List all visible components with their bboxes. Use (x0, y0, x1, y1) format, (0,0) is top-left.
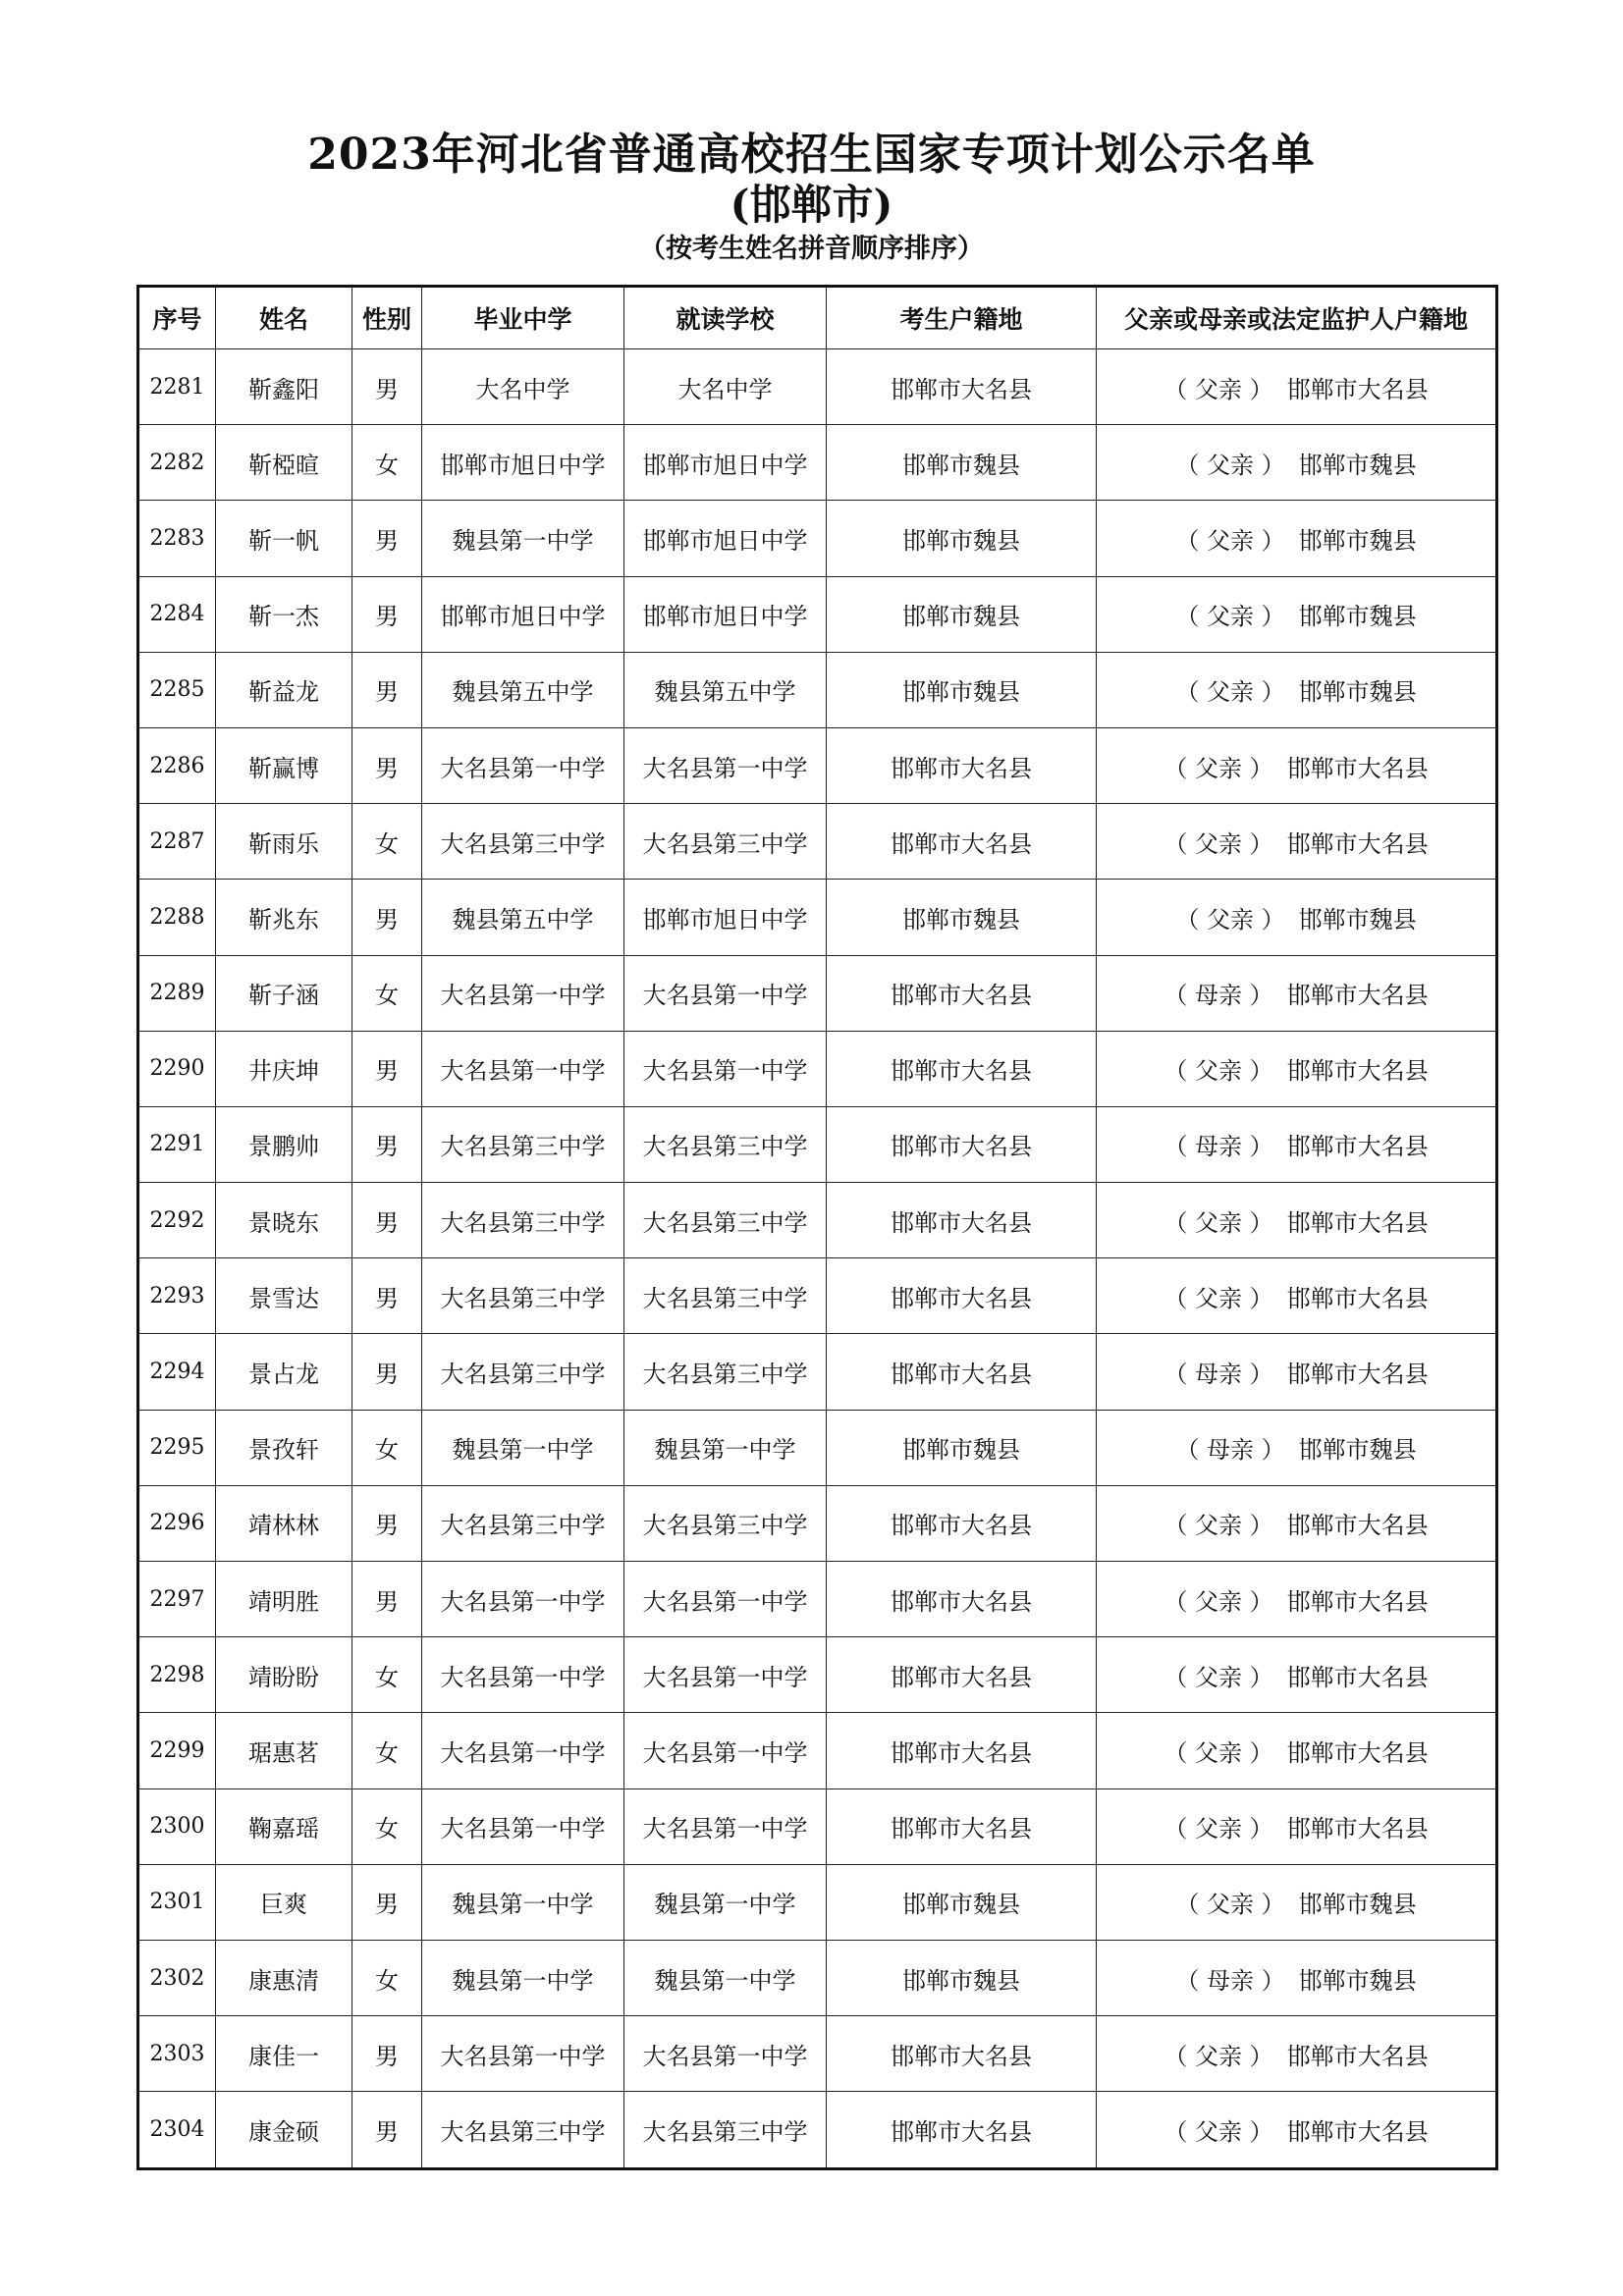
cell-current-school: 大名县第三中学 (624, 2092, 827, 2168)
table-row (138, 1485, 1497, 1561)
cell-seq: 2294 (138, 1334, 216, 1410)
guardian-place: 邯郸市大名县 (1286, 375, 1429, 403)
cell-current-school: 邯郸市旭日中学 (624, 576, 827, 652)
guardian-place: 邯郸市大名县 (1286, 754, 1429, 782)
cell-hukou: 邯郸市大名县 (827, 727, 1097, 803)
cell-seq: 2304 (138, 2092, 216, 2168)
cell-guardian-hukou (1097, 1183, 1497, 1258)
cell-gender: 女 (352, 1940, 422, 2015)
cell-gender: 女 (352, 1789, 422, 1864)
table-row (138, 1562, 1497, 1637)
cell-guardian-hukou (1097, 2092, 1497, 2168)
cell-seq: 2291 (138, 1106, 216, 1182)
cell-grad-school: 邯郸市旭日中学 (422, 576, 624, 652)
cell-guardian-hukou (1097, 1940, 1497, 2015)
cell-guardian-hukou (1097, 576, 1497, 652)
cell-current-school: 魏县第一中学 (624, 1940, 827, 2015)
cell-guardian-hukou (1097, 1713, 1497, 1789)
cell-grad-school: 魏县第一中学 (422, 1864, 624, 1940)
cell-current-school: 大名县第一中学 (624, 1031, 827, 1106)
cell-name: 康惠清 (216, 1940, 352, 2015)
cell-grad-school: 大名县第一中学 (422, 1637, 624, 1713)
cell-gender: 男 (352, 501, 422, 576)
cell-hukou: 邯郸市大名县 (827, 804, 1097, 880)
cell-gender: 男 (352, 1106, 422, 1182)
guardian-place: 邯郸市魏县 (1298, 603, 1417, 631)
cell-grad-school: 魏县第一中学 (422, 1940, 624, 2015)
guardian-place: 邯郸市大名县 (1286, 1057, 1429, 1086)
cell-hukou: 邯郸市魏县 (827, 1410, 1097, 1485)
cell-current-school: 大名县第一中学 (624, 1789, 827, 1864)
cell-seq: 2290 (138, 1031, 216, 1106)
cell-name: 琚惠茗 (216, 1713, 352, 1789)
cell-hukou: 邯郸市大名县 (827, 1637, 1097, 1713)
cell-hukou: 邯郸市魏县 (827, 501, 1097, 576)
column-header-guardian-hukou: 父亲或母亲或法定监护人户籍地 (1097, 287, 1497, 349)
table-row (138, 576, 1497, 652)
cell-hukou: 邯郸市大名县 (827, 349, 1097, 425)
guardian-place: 邯郸市大名县 (1286, 1208, 1429, 1237)
guardian-relation: （ 父亲 ） (1163, 1512, 1273, 1540)
table-row (138, 1031, 1497, 1106)
cell-hukou: 邯郸市大名县 (827, 1713, 1097, 1789)
cell-gender: 男 (352, 1183, 422, 1258)
table-row (138, 425, 1497, 501)
cell-grad-school: 大名县第三中学 (422, 1485, 624, 1561)
cell-seq: 2287 (138, 804, 216, 880)
cell-current-school: 大名县第三中学 (624, 1334, 827, 1410)
cell-name: 靖明胜 (216, 1562, 352, 1637)
cell-seq: 2282 (138, 425, 216, 501)
cell-hukou: 邯郸市魏县 (827, 1864, 1097, 1940)
table-row (138, 1106, 1497, 1182)
guardian-place: 邯郸市大名县 (1286, 1815, 1429, 1843)
cell-gender: 女 (352, 955, 422, 1031)
cell-grad-school: 大名县第三中学 (422, 1258, 624, 1334)
cell-gender: 男 (352, 1031, 422, 1106)
guardian-relation: （ 父亲 ） (1163, 375, 1273, 403)
cell-guardian-hukou (1097, 425, 1497, 501)
header-row (138, 287, 1497, 349)
cell-hukou: 邯郸市大名县 (827, 1258, 1097, 1334)
guardian-relation: （ 母亲 ） (1163, 1361, 1273, 1389)
cell-current-school: 大名县第一中学 (624, 955, 827, 1031)
table-row (138, 2016, 1497, 2092)
table-row (138, 1183, 1497, 1258)
cell-gender: 男 (352, 2016, 422, 2092)
cell-seq: 2293 (138, 1258, 216, 1334)
cell-guardian-hukou (1097, 1031, 1497, 1106)
cell-guardian-hukou (1097, 1637, 1497, 1713)
guardian-relation: （ 母亲 ） (1175, 1436, 1285, 1465)
cell-seq: 2286 (138, 727, 216, 803)
cell-seq: 2292 (138, 1183, 216, 1258)
cell-grad-school: 大名县第三中学 (422, 2092, 624, 2168)
cell-seq: 2299 (138, 1713, 216, 1789)
cell-name: 景雪达 (216, 1258, 352, 1334)
cell-guardian-hukou (1097, 1106, 1497, 1182)
cell-grad-school: 大名县第一中学 (422, 1713, 624, 1789)
cell-grad-school: 大名县第一中学 (422, 2016, 624, 2092)
guardian-relation: （ 父亲 ） (1163, 1284, 1273, 1312)
cell-gender: 男 (352, 2092, 422, 2168)
cell-name: 康佳一 (216, 2016, 352, 2092)
document-header (0, 130, 1623, 267)
cell-grad-school: 大名中学 (422, 349, 624, 425)
cell-hukou: 邯郸市大名县 (827, 2016, 1097, 2092)
guardian-place: 邯郸市大名县 (1286, 2117, 1429, 2146)
guardian-place: 邯郸市魏县 (1298, 678, 1417, 707)
column-header-grad-school: 毕业中学 (422, 287, 624, 349)
table-row (138, 1637, 1497, 1713)
guardian-place: 邯郸市大名县 (1286, 1361, 1429, 1389)
cell-hukou: 邯郸市魏县 (827, 652, 1097, 727)
cell-grad-school: 魏县第五中学 (422, 880, 624, 955)
column-header-seq: 序号 (138, 287, 216, 349)
column-header-current-school: 就读学校 (624, 287, 827, 349)
table-row (138, 652, 1497, 727)
guardian-place: 邯郸市魏县 (1298, 1891, 1417, 1919)
cell-current-school: 大名县第三中学 (624, 1258, 827, 1334)
cell-grad-school: 大名县第一中学 (422, 1031, 624, 1106)
cell-gender: 男 (352, 1258, 422, 1334)
guardian-place: 邯郸市魏县 (1298, 905, 1417, 934)
table-row (138, 2092, 1497, 2168)
cell-name: 巨爽 (216, 1864, 352, 1940)
guardian-relation: （ 父亲 ） (1175, 1891, 1285, 1919)
cell-current-school: 大名县第一中学 (624, 1713, 827, 1789)
cell-guardian-hukou (1097, 501, 1497, 576)
table-row (138, 1864, 1497, 1940)
cell-current-school: 大名县第三中学 (624, 1106, 827, 1182)
guardian-place: 邯郸市魏县 (1298, 1966, 1417, 1995)
cell-guardian-hukou (1097, 804, 1497, 880)
cell-seq: 2302 (138, 1940, 216, 2015)
guardian-place: 邯郸市大名县 (1286, 1587, 1429, 1616)
sort-note: （按考生姓名拼音顺序排序） (639, 234, 984, 264)
cell-current-school: 邯郸市旭日中学 (624, 501, 827, 576)
cell-gender: 男 (352, 1864, 422, 1940)
table-row (138, 1713, 1497, 1789)
guardian-relation: （ 父亲 ） (1175, 603, 1285, 631)
cell-current-school: 大名县第三中学 (624, 1485, 827, 1561)
cell-hukou: 邯郸市大名县 (827, 955, 1097, 1031)
cell-guardian-hukou (1097, 349, 1497, 425)
cell-name: 景孜轩 (216, 1410, 352, 1485)
cell-seq: 2297 (138, 1562, 216, 1637)
guardian-relation: （ 父亲 ） (1163, 1815, 1273, 1843)
guardian-relation: （ 母亲 ） (1163, 982, 1273, 1010)
cell-current-school: 邯郸市旭日中学 (624, 880, 827, 955)
cell-hukou: 邯郸市大名县 (827, 1562, 1097, 1637)
cell-seq: 2281 (138, 349, 216, 425)
guardian-relation: （ 父亲 ） (1163, 1738, 1273, 1767)
table-row (138, 1410, 1497, 1485)
cell-guardian-hukou (1097, 1562, 1497, 1637)
cell-guardian-hukou (1097, 1485, 1497, 1561)
guardian-place: 邯郸市大名县 (1286, 1738, 1429, 1767)
cell-current-school: 大名中学 (624, 349, 827, 425)
cell-name: 靳雨乐 (216, 804, 352, 880)
cell-name: 靳椏暄 (216, 425, 352, 501)
cell-name: 靳一杰 (216, 576, 352, 652)
cell-hukou: 邯郸市魏县 (827, 425, 1097, 501)
guardian-relation: （ 父亲 ） (1163, 1208, 1273, 1237)
cell-current-school: 大名县第一中学 (624, 727, 827, 803)
roster-body (138, 349, 1497, 2169)
cell-name: 靳一帆 (216, 501, 352, 576)
cell-current-school: 魏县第一中学 (624, 1410, 827, 1485)
guardian-relation: （ 父亲 ） (1163, 2042, 1273, 2070)
cell-name: 靳兆东 (216, 880, 352, 955)
cell-current-school: 邯郸市旭日中学 (624, 425, 827, 501)
cell-seq: 2283 (138, 501, 216, 576)
cell-grad-school: 邯郸市旭日中学 (422, 425, 624, 501)
cell-current-school: 大名县第一中学 (624, 1562, 827, 1637)
cell-hukou: 邯郸市大名县 (827, 1031, 1097, 1106)
cell-guardian-hukou (1097, 652, 1497, 727)
cell-grad-school: 大名县第三中学 (422, 804, 624, 880)
cell-hukou: 邯郸市大名县 (827, 2092, 1097, 2168)
cell-name: 鞠嘉瑶 (216, 1789, 352, 1864)
cell-name: 靳赢博 (216, 727, 352, 803)
cell-hukou: 邯郸市魏县 (827, 1940, 1097, 2015)
cell-current-school: 魏县第五中学 (624, 652, 827, 727)
guardian-place: 邯郸市大名县 (1286, 829, 1429, 858)
cell-current-school: 魏县第一中学 (624, 1864, 827, 1940)
cell-grad-school: 大名县第一中学 (422, 727, 624, 803)
cell-seq: 2289 (138, 955, 216, 1031)
cell-grad-school: 魏县第一中学 (422, 501, 624, 576)
guardian-place: 邯郸市魏县 (1298, 526, 1417, 555)
cell-name: 康金硕 (216, 2092, 352, 2168)
table-row (138, 1258, 1497, 1334)
cell-gender: 男 (352, 880, 422, 955)
cell-guardian-hukou (1097, 1334, 1497, 1410)
cell-guardian-hukou (1097, 880, 1497, 955)
cell-grad-school: 大名县第一中学 (422, 1562, 624, 1637)
table-row (138, 955, 1497, 1031)
cell-current-school: 大名县第三中学 (624, 1183, 827, 1258)
guardian-place: 邯郸市大名县 (1286, 982, 1429, 1010)
table-row (138, 880, 1497, 955)
cell-hukou: 邯郸市大名县 (827, 1789, 1097, 1864)
table-row (138, 1334, 1497, 1410)
cell-hukou: 邯郸市魏县 (827, 880, 1097, 955)
cell-name: 景占龙 (216, 1334, 352, 1410)
cell-grad-school: 大名县第三中学 (422, 1106, 624, 1182)
guardian-relation: （ 父亲 ） (1175, 678, 1285, 707)
guardian-place: 邯郸市大名县 (1286, 2042, 1429, 2070)
cell-hukou: 邯郸市大名县 (827, 1106, 1097, 1182)
cell-seq: 2295 (138, 1410, 216, 1485)
cell-hukou: 邯郸市大名县 (827, 1183, 1097, 1258)
cell-current-school: 大名县第一中学 (624, 2016, 827, 2092)
cell-seq: 2298 (138, 1637, 216, 1713)
guardian-relation: （ 父亲 ） (1163, 1587, 1273, 1616)
cell-current-school: 大名县第一中学 (624, 1637, 827, 1713)
cell-name: 靖林林 (216, 1485, 352, 1561)
table-row (138, 804, 1497, 880)
cell-current-school: 大名县第三中学 (624, 804, 827, 880)
cell-guardian-hukou (1097, 1864, 1497, 1940)
guardian-relation: （ 母亲 ） (1163, 1133, 1273, 1161)
cell-gender: 男 (352, 652, 422, 727)
cell-name: 景鹏帅 (216, 1106, 352, 1182)
cell-guardian-hukou (1097, 1258, 1497, 1334)
guardian-place: 邯郸市大名县 (1286, 1284, 1429, 1312)
column-header-name: 姓名 (216, 287, 352, 349)
guardian-place: 邯郸市大名县 (1286, 1133, 1429, 1161)
guardian-relation: （ 父亲 ） (1175, 526, 1285, 555)
cell-grad-school: 魏县第一中学 (422, 1410, 624, 1485)
cell-guardian-hukou (1097, 727, 1497, 803)
roster-table (136, 285, 1498, 2170)
cell-name: 景晓东 (216, 1183, 352, 1258)
cell-name: 靳益龙 (216, 652, 352, 727)
cell-gender: 男 (352, 576, 422, 652)
cell-gender: 女 (352, 1713, 422, 1789)
cell-gender: 男 (352, 349, 422, 425)
cell-grad-school: 大名县第一中学 (422, 1789, 624, 1864)
table-row (138, 1789, 1497, 1864)
cell-guardian-hukou (1097, 2016, 1497, 2092)
cell-gender: 男 (352, 1485, 422, 1561)
cell-seq: 2301 (138, 1864, 216, 1940)
guardian-place: 邯郸市大名县 (1286, 1663, 1429, 1691)
cell-grad-school: 大名县第一中学 (422, 955, 624, 1031)
cell-grad-school: 大名县第三中学 (422, 1334, 624, 1410)
guardian-relation: （ 父亲 ） (1163, 2117, 1273, 2146)
cell-gender: 女 (352, 425, 422, 501)
column-header-hukou: 考生户籍地 (827, 287, 1097, 349)
cell-gender: 男 (352, 1334, 422, 1410)
guardian-place: 邯郸市魏县 (1298, 1436, 1417, 1465)
cell-seq: 2285 (138, 652, 216, 727)
cell-hukou: 邯郸市大名县 (827, 1485, 1097, 1561)
cell-guardian-hukou (1097, 955, 1497, 1031)
cell-seq: 2300 (138, 1789, 216, 1864)
guardian-relation: （ 父亲 ） (1163, 1057, 1273, 1086)
cell-name: 靖盼盼 (216, 1637, 352, 1713)
guardian-place: 邯郸市魏县 (1298, 451, 1417, 479)
cell-grad-school: 魏县第五中学 (422, 652, 624, 727)
table-row (138, 727, 1497, 803)
table-row (138, 349, 1497, 425)
cell-hukou: 邯郸市大名县 (827, 1334, 1097, 1410)
table-row (138, 1940, 1497, 2015)
cell-guardian-hukou (1097, 1789, 1497, 1864)
guardian-relation: （ 母亲 ） (1175, 1966, 1285, 1995)
cell-gender: 男 (352, 727, 422, 803)
cell-seq: 2288 (138, 880, 216, 955)
cell-hukou: 邯郸市魏县 (827, 576, 1097, 652)
cell-gender: 男 (352, 1562, 422, 1637)
guardian-relation: （ 父亲 ） (1163, 754, 1273, 782)
cell-seq: 2284 (138, 576, 216, 652)
cell-seq: 2303 (138, 2016, 216, 2092)
guardian-relation: （ 父亲 ） (1163, 829, 1273, 858)
cell-gender: 女 (352, 1637, 422, 1713)
cell-seq: 2296 (138, 1485, 216, 1561)
page-title: 2023年河北省普通高校招生国家专项计划公示名单 (307, 130, 1316, 180)
table-row (138, 501, 1497, 576)
cell-gender: 女 (352, 1410, 422, 1485)
column-header-gender: 性别 (352, 287, 422, 349)
guardian-relation: （ 父亲 ） (1163, 1663, 1273, 1691)
page-subtitle: (邯郸市) (730, 181, 893, 229)
guardian-relation: （ 父亲 ） (1175, 451, 1285, 479)
cell-guardian-hukou (1097, 1410, 1497, 1485)
guardian-relation: （ 父亲 ） (1175, 905, 1285, 934)
cell-name: 靳鑫阳 (216, 349, 352, 425)
cell-gender: 女 (352, 804, 422, 880)
cell-name: 靳子涵 (216, 955, 352, 1031)
cell-name: 井庆坤 (216, 1031, 352, 1106)
cell-grad-school: 大名县第三中学 (422, 1183, 624, 1258)
guardian-place: 邯郸市大名县 (1286, 1512, 1429, 1540)
